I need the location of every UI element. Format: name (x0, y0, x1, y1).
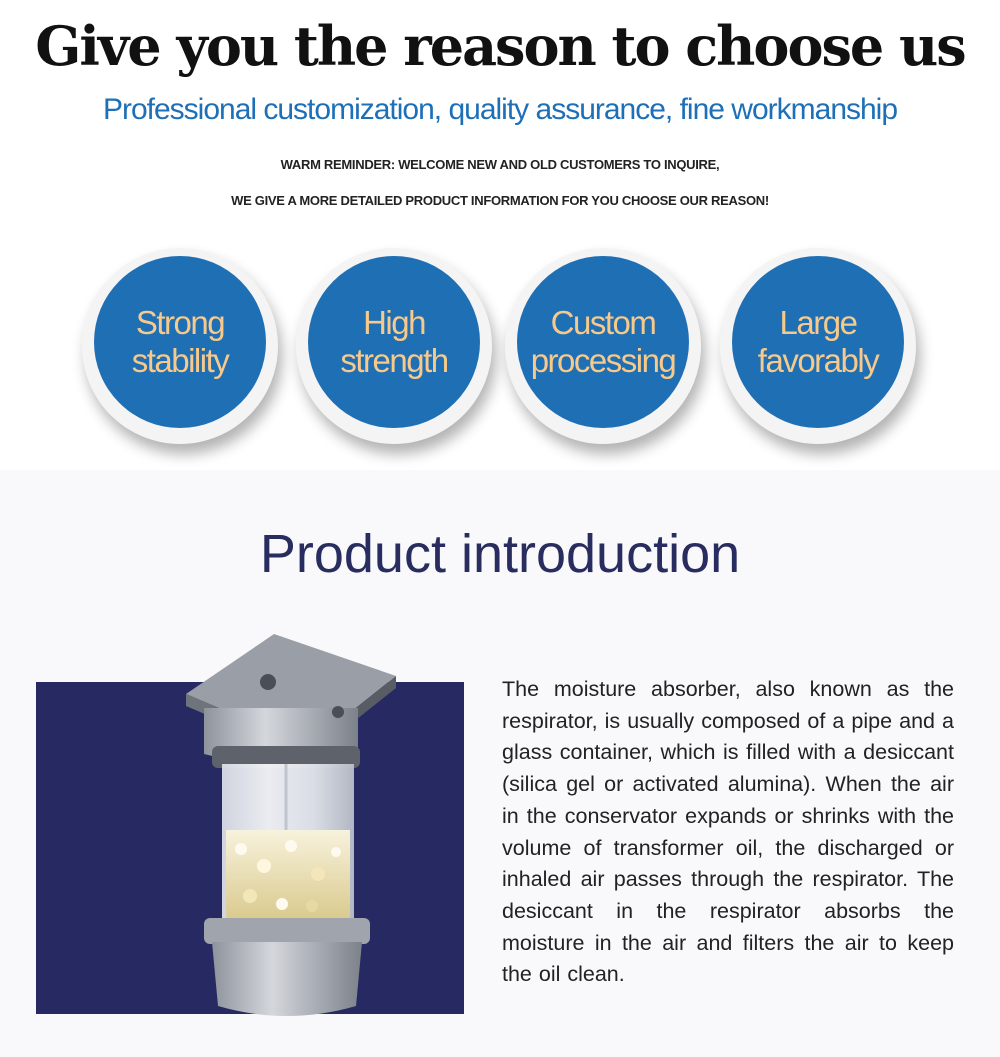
feature-label: Custom processing (530, 304, 676, 379)
reminder-line-2: WE GIVE A MORE DETAILED PRODUCT INFORMATION FOR YOU CHOOSE OUR REASON! (231, 193, 769, 208)
product-photo (36, 682, 464, 1014)
feature-badge-large-favorably (720, 248, 916, 444)
product-section-title: Product introduction (259, 524, 741, 584)
reasons-section (0, 0, 1000, 470)
product-description: The moisture absorber, also known as the respirator, is usually composed of a pipe and a glass container, which is filled with a desiccant (silica gel or activated alumina). When the air in the conservator expands or shrinks with the volume of transformer oil, the discharged or inhaled air passes through the respirator. The desiccant in the respirator absorbs the moisture in the air and filters the air to keep the oil clean. (502, 677, 954, 987)
feature-badge-strong-stability (82, 248, 278, 444)
feature-label: Strong stability (131, 304, 229, 379)
feature-label: Large favorably (757, 304, 879, 379)
page-subheading: Professional customization, quality assurance, fine workmanship (102, 93, 898, 126)
feature-badge-high-strength (296, 248, 492, 444)
feature-label: High strength (340, 304, 448, 379)
reminder-line-1: WARM REMINDER: WELCOME NEW AND OLD CUSTOMERS TO INQUIRE, (280, 157, 720, 172)
feature-badge-custom-processing (505, 248, 701, 444)
page-heading: Give you the reason to choose us (35, 14, 965, 78)
moisture-absorber-image (36, 634, 464, 1014)
